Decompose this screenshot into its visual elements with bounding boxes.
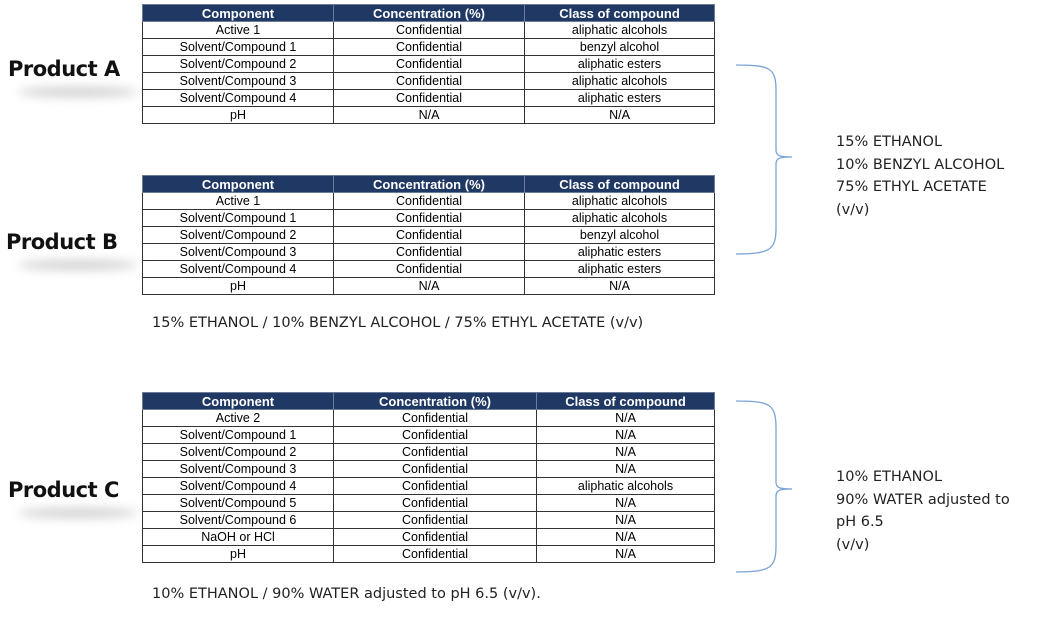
product-c-caption: 10% ETHANOL / 90% WATER adjusted to pH 6.5 (v/v). [152, 586, 541, 602]
product-c-label: Product C [8, 478, 119, 502]
table-cell: Confidential [334, 261, 525, 278]
table-cell: Confidential [334, 244, 525, 261]
side-note-c-line-1: 10% ETHANOL [836, 469, 943, 485]
column-header: Component [143, 5, 334, 22]
table-cell: Solvent/Compound 1 [143, 39, 334, 56]
bracket-ab [736, 65, 792, 254]
side-note-c-line-2: 90% WATER adjusted to [836, 491, 1010, 508]
table-cell: aliphatic alcohols [525, 73, 715, 90]
table-cell: N/A [525, 278, 715, 295]
side-note-ab-line-1: 15% ETHANOL [836, 134, 943, 150]
table-cell: NaOH or HCl [143, 529, 334, 546]
table-cell: Solvent/Compound 4 [143, 478, 334, 495]
table-cell: aliphatic esters [525, 90, 715, 107]
side-note-ab-line-4: (v/v) [836, 201, 870, 218]
table-cell: aliphatic esters [525, 261, 715, 278]
table-cell: Active 1 [143, 193, 334, 210]
table-cell: Active 1 [143, 22, 334, 39]
side-note-c-line-3: pH 6.5 [836, 514, 884, 530]
table-cell: Confidential [334, 478, 537, 495]
table-cell: Solvent/Compound 3 [143, 73, 334, 90]
table-cell: N/A [525, 107, 715, 124]
product-b-caption: 15% ETHANOL / 10% BENZYL ALCOHOL / 75% ETHYL ACETATE (v/v) [152, 315, 644, 331]
table-cell: Confidential [334, 410, 537, 427]
table-cell: Confidential [334, 193, 525, 210]
column-header: Concentration (%) [334, 176, 525, 193]
table-cell: Confidential [334, 461, 537, 478]
table-cell: Solvent/Compound 5 [143, 495, 334, 512]
table-cell: Confidential [334, 227, 525, 244]
table-cell: Confidential [334, 39, 525, 56]
column-header: Class of compound [525, 5, 715, 22]
table-cell: benzyl alcohol [525, 39, 715, 56]
column-header: Class of compound [525, 176, 715, 193]
table-cell: Confidential [334, 512, 537, 529]
table-cell: Solvent/Compound 3 [143, 461, 334, 478]
side-note-ab-line-2: 10% BENZYL ALCOHOL [836, 156, 1005, 173]
table-cell: Confidential [334, 210, 525, 227]
table-cell: aliphatic alcohols [537, 478, 715, 495]
table-cell: Confidential [334, 73, 525, 90]
bracket-c [736, 401, 792, 572]
table-cell: Solvent/Compound 1 [143, 210, 334, 227]
table-cell: Confidential [334, 546, 537, 563]
table-cell: N/A [334, 107, 525, 124]
table-cell: pH [143, 278, 334, 295]
table-cell: Confidential [334, 56, 525, 73]
table-cell: pH [143, 546, 334, 563]
side-note-c-line-4: (v/v) [836, 536, 870, 553]
table-cell: aliphatic alcohols [525, 193, 715, 210]
table-cell: pH [143, 107, 334, 124]
table-cell: N/A [537, 427, 715, 444]
table-cell: N/A [537, 546, 715, 563]
table-cell: N/A [537, 461, 715, 478]
table-cell: benzyl alcohol [525, 227, 715, 244]
side-note-ab [836, 131, 1004, 221]
table-cell: aliphatic esters [525, 56, 715, 73]
table-cell: Solvent/Compound 4 [143, 90, 334, 107]
table-cell: N/A [334, 278, 525, 295]
side-note-ab-line-3: 75% ETHYL ACETATE [836, 179, 987, 195]
table-cell: N/A [537, 512, 715, 529]
table-cell: Confidential [334, 22, 525, 39]
table-cell: Solvent/Compound 3 [143, 244, 334, 261]
table-cell: Solvent/Compound 2 [143, 227, 334, 244]
product-b-label: Product B [6, 230, 118, 254]
product-a-label: Product A [8, 57, 120, 81]
table-cell: Solvent/Compound 4 [143, 261, 334, 278]
table-cell: Solvent/Compound 1 [143, 427, 334, 444]
column-header: Concentration (%) [334, 393, 537, 410]
table-cell: Confidential [334, 90, 525, 107]
table-cell: N/A [537, 410, 715, 427]
table-cell: Confidential [334, 427, 537, 444]
column-header: Component [143, 393, 334, 410]
table-cell: Active 2 [143, 410, 334, 427]
table-cell: Solvent/Compound 6 [143, 512, 334, 529]
column-header: Component [143, 176, 334, 193]
table-cell: Solvent/Compound 2 [143, 56, 334, 73]
table-cell: Confidential [334, 444, 537, 461]
table-cell: N/A [537, 529, 715, 546]
table-cell: aliphatic esters [525, 244, 715, 261]
side-note-c [836, 466, 1010, 556]
table-cell: Solvent/Compound 2 [143, 444, 334, 461]
table-cell: aliphatic alcohols [525, 22, 715, 39]
table-cell: N/A [537, 444, 715, 461]
table-cell: Confidential [334, 495, 537, 512]
column-header: Class of compound [537, 393, 715, 410]
table-cell: Confidential [334, 529, 537, 546]
table-cell: aliphatic alcohols [525, 210, 715, 227]
table-cell: N/A [537, 495, 715, 512]
column-header: Concentration (%) [334, 5, 525, 22]
